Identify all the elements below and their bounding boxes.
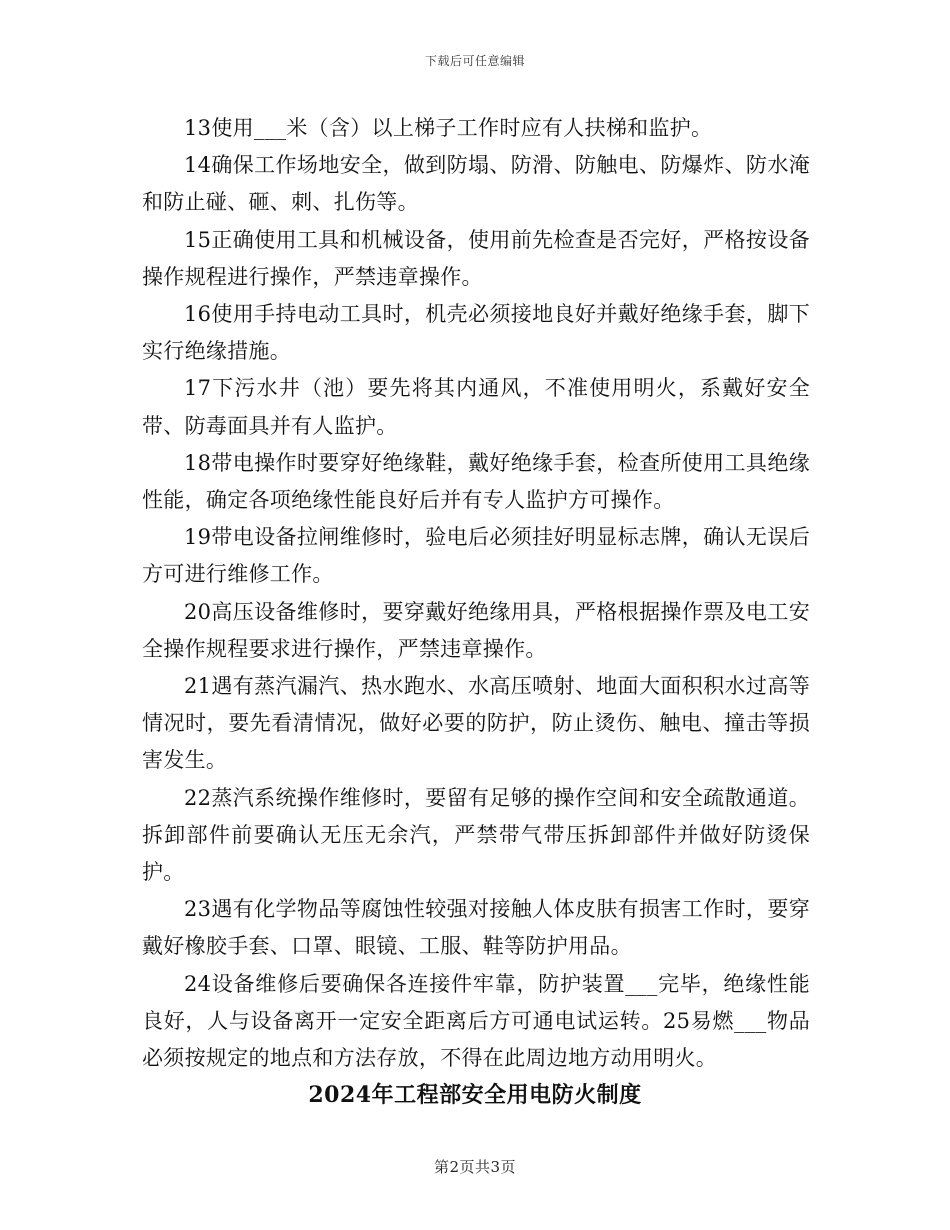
paragraph-14: 14确保工作场地安全，做到防塌、防滑、防触电、防爆炸、防水淹和防止碰、砸、刺、扎伤等。 bbox=[142, 153, 810, 215]
paragraph-15: 15正确使用工具和机械设备，使用前先检查是否完好，严格按设备操作规程进行操作，严禁违章操作。 bbox=[142, 227, 810, 289]
paragraph-18: 18带电操作时要穿好绝缘鞋，戴好绝缘手套，检查所使用工具绝缘性能，确定各项绝缘性能良好后并有专人监护方可操作。 bbox=[142, 450, 810, 513]
paragraph-16: 16使用手持电动工具时，机壳必须接地良好并戴好绝缘手套，脚下实行绝缘措施。 bbox=[142, 302, 810, 364]
document-body bbox=[142, 110, 810, 1077]
paragraph-13: 13使用___米（含）以上梯子工作时应有人扶梯和监护。 bbox=[184, 116, 713, 140]
paragraph-20: 20高压设备维修时，要穿戴好绝缘用具，严格根据操作票及电工安全操作规程要求进行操作，严禁违章操作。 bbox=[142, 599, 810, 661]
paragraph-24-25: 24设备维修后要确保各连接件牢靠，防护装置___完毕，绝缘性能良好，人与设备离开一定安全距离后方可通电试运转。25易燃___物品必须按规定的地点和方法存放，不得在此周边地方动用明火。 bbox=[142, 971, 810, 1071]
paragraph-17: 17下污水井（池）要先将其内通风，不准使用明火，系戴好安全带、防毒面具并有人监护。 bbox=[142, 376, 810, 438]
section-title: 2024年工程部安全用电防火制度 bbox=[308, 1082, 642, 1108]
paragraph-19: 19带电设备拉闸维修时，验电后必须挂好明显标志牌，确认无误后方可进行维修工作。 bbox=[142, 525, 810, 587]
page-header-note: 下载后可任意编辑 bbox=[424, 54, 525, 68]
paragraph-22: 22蒸汽系统操作维修时，要留有足够的操作空间和安全疏散通道。拆卸部件前要确认无压无余汽，严禁带气带压拆卸部件并做好防烫保护。 bbox=[142, 785, 810, 885]
paragraph-21: 21遇有蒸汽漏汽、热水跑水、水高压喷射、地面大面积积水过高等情况时，要先看清情况，做好必要的防护，防止烫伤、触电、撞击等损害发生。 bbox=[142, 674, 810, 773]
page-number-footer: 第2页共3页 bbox=[433, 1158, 517, 1176]
paragraph-23: 23遇有化学物品等腐蚀性较强对接触人体皮肤有损害工作时，要穿戴好橡胶手套、口罩、眼镜、工服、鞋等防护用品。 bbox=[142, 897, 810, 959]
